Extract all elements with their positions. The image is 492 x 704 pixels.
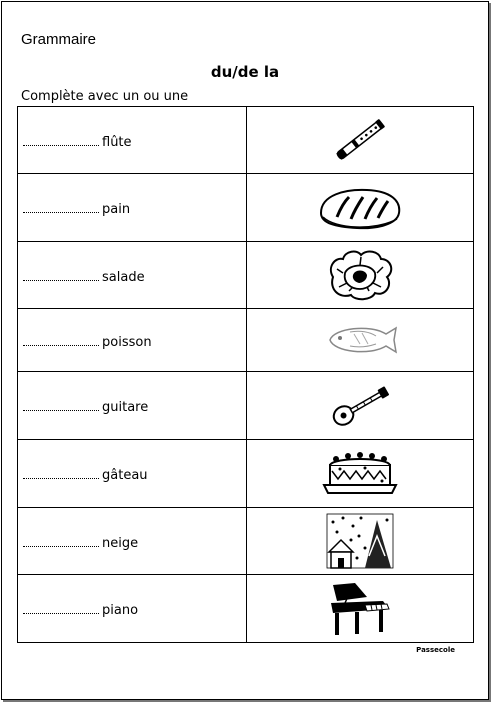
word-label: poisson [102,334,152,350]
word-label: neige [102,535,139,551]
exercise-row [18,372,474,440]
page-title: du/de la [210,63,280,81]
picture-cell [247,372,474,440]
picture-cell [247,440,474,508]
word-label: gâteau [102,468,148,483]
exercise-row [18,174,474,242]
exercise-table [17,106,474,643]
instruction-text: Complète avec un ou une [21,89,189,104]
cake-icon [247,449,473,499]
answer-cell [18,107,247,174]
word-label: piano [102,603,139,618]
exercise-row [18,508,474,575]
answer-blank[interactable] [23,401,99,411]
answer-cell [18,575,247,643]
worksheet-page [1,1,489,700]
answer-blank[interactable] [23,604,99,614]
answer-cell [18,309,247,372]
word-label: guitare [102,400,149,415]
piano-icon [247,579,473,639]
answer-cell [18,440,247,508]
fish-icon [247,320,473,360]
picture-cell [247,107,474,174]
word-label: pain [102,202,131,217]
answer-blank[interactable] [23,136,99,146]
exercise-row [18,242,474,309]
bread-icon [247,183,473,233]
word-label: salade [102,269,145,285]
credit-label: Passecole [416,646,455,654]
answer-cell [18,242,247,309]
flute-icon [247,115,473,165]
picture-cell [247,309,474,372]
snow-icon [247,512,473,570]
exercise-row [18,440,474,508]
word-label: flûte [102,134,132,150]
picture-cell [247,508,474,575]
guitar-icon [247,384,473,428]
answer-blank[interactable] [23,336,99,346]
answer-blank[interactable] [23,271,99,281]
exercise-row [18,575,474,643]
picture-cell [247,575,474,643]
section-label: Grammaire [21,31,97,48]
exercise-row [18,107,474,174]
picture-cell [247,242,474,309]
exercise-row [18,309,474,372]
answer-blank[interactable] [23,469,99,479]
answer-blank[interactable] [23,203,99,213]
picture-cell [247,174,474,242]
answer-cell [18,508,247,575]
answer-cell [18,174,247,242]
answer-cell [18,372,247,440]
lettuce-icon [247,247,473,303]
answer-blank[interactable] [23,537,99,547]
